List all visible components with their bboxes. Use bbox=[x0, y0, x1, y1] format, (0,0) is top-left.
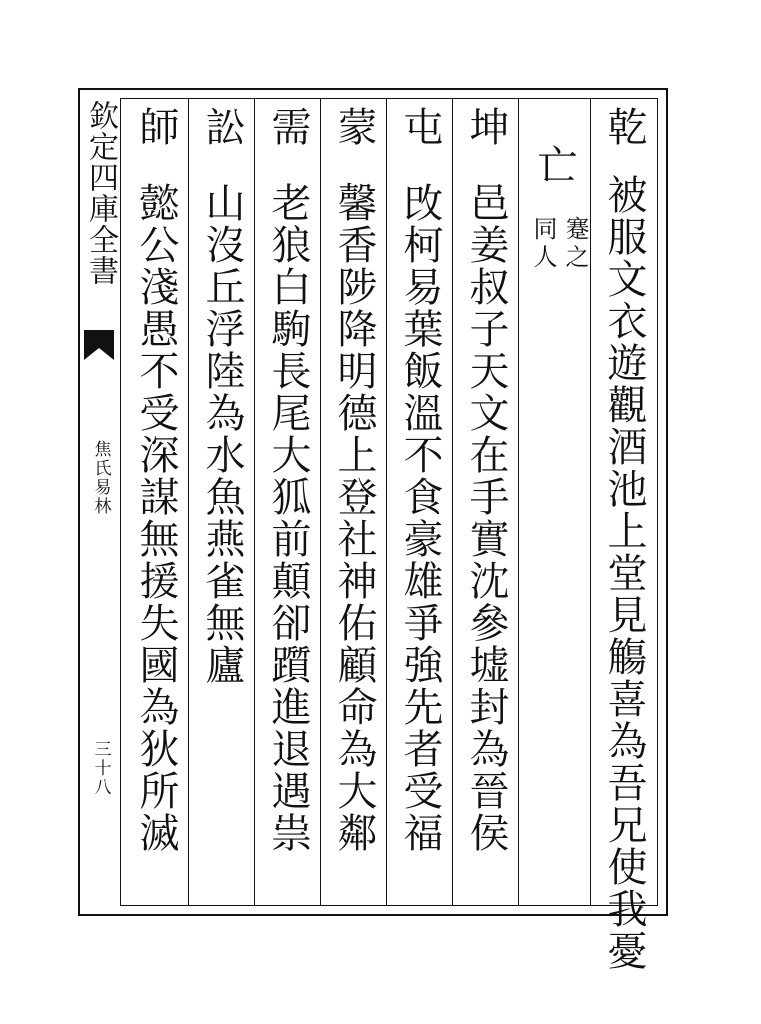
margin-subtitle: 焦氏易林 bbox=[90, 440, 111, 516]
margin-title: 欽定四庫全書 bbox=[83, 100, 118, 286]
verse-text: 攺柯易葉飯溫不食豪雄爭強先者受福 bbox=[397, 182, 443, 854]
verse-text: 馨香陟降明德上登社神佑顧命為大鄰 bbox=[331, 182, 377, 854]
hexagram-head: 乾 bbox=[601, 106, 647, 146]
text-column bbox=[458, 106, 514, 854]
verse-text: 老狼白駒長尾大狐前顛卻躓進退遇祟 bbox=[265, 182, 311, 854]
verse-text: 懿公淺愚不受深謀無援失國為狄所滅 bbox=[133, 182, 179, 854]
column-rule bbox=[320, 98, 321, 906]
text-column bbox=[392, 106, 448, 854]
note-char: 亡 bbox=[531, 144, 577, 184]
margin-page-number: 三十八 bbox=[90, 740, 111, 797]
hexagram-head: 坤 bbox=[463, 106, 509, 146]
note-small-b: 同人 bbox=[529, 216, 557, 272]
text-column bbox=[260, 106, 316, 854]
text-column bbox=[326, 106, 382, 854]
text-column bbox=[194, 106, 250, 686]
column-rule bbox=[188, 98, 189, 906]
verse-text: 被服文衣遊觀酒池上堂見觴喜為吾兄使我憂 bbox=[601, 174, 647, 972]
column-rule bbox=[452, 98, 453, 906]
hexagram-head: 訟 bbox=[199, 106, 245, 146]
verse-text: 邑姜叔子天文在手實沈參墟封為晉侯 bbox=[463, 182, 509, 854]
note-column bbox=[520, 106, 588, 406]
column-rule bbox=[386, 98, 387, 906]
verse-text: 山沒丘浮陸為水魚燕雀無廬 bbox=[199, 182, 245, 686]
hexagram-head: 需 bbox=[265, 106, 311, 146]
text-column bbox=[596, 106, 652, 972]
text-column bbox=[128, 106, 184, 854]
note-small-a: 蹇之 bbox=[561, 216, 589, 272]
hexagram-head: 師 bbox=[133, 106, 179, 146]
column-rule bbox=[254, 98, 255, 906]
column-rule bbox=[518, 98, 519, 906]
hexagram-head: 屯 bbox=[397, 106, 443, 146]
hexagram-head: 蒙 bbox=[331, 106, 377, 146]
